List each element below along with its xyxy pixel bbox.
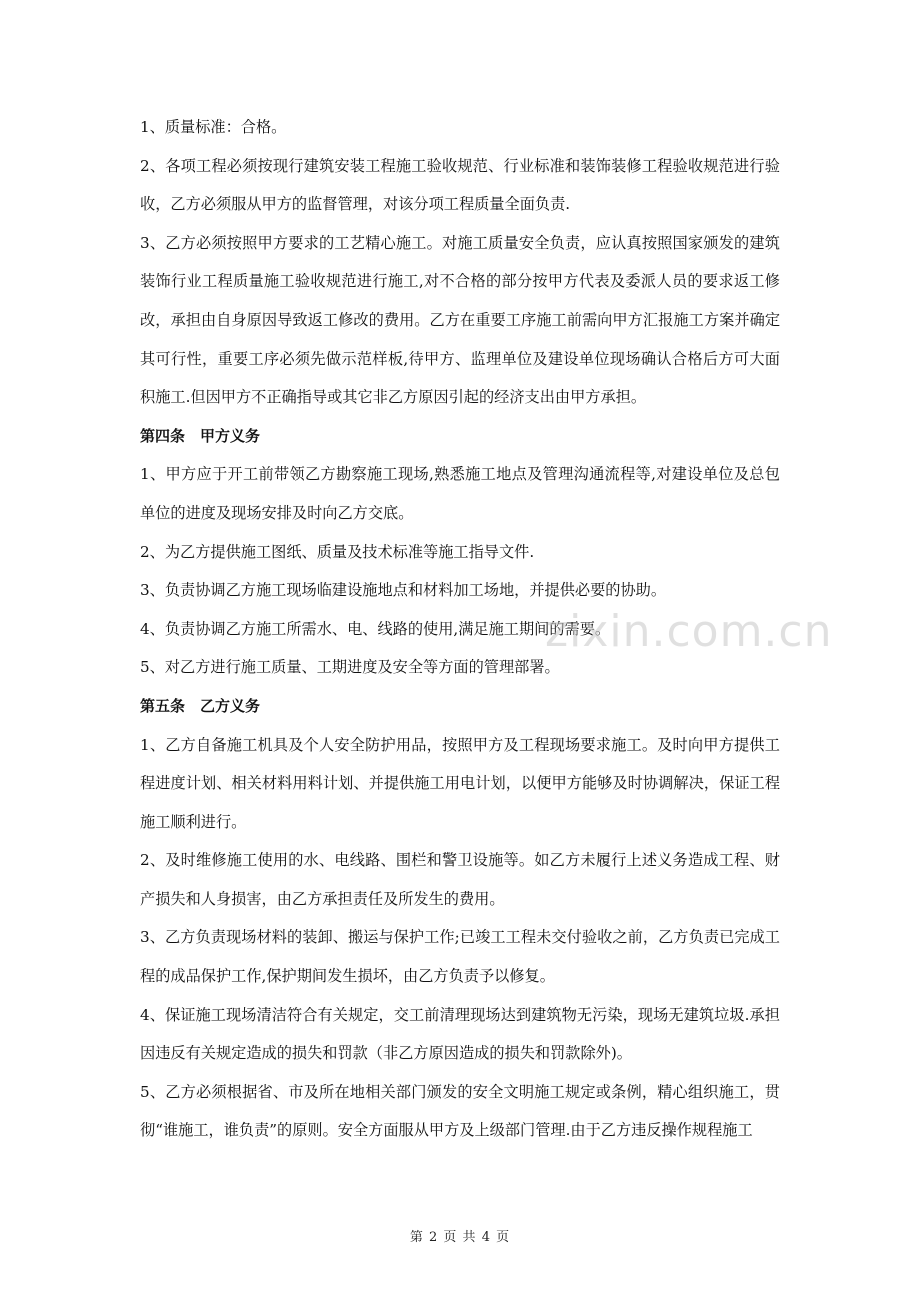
clause-paragraph: 3、乙方负责现场材料的装卸、搬运与保护工作;已竣工工程未交付验收之前，乙方负责已完成工程的成品保护工作,保护期间发生损坏，由乙方负责予以修复。: [140, 928, 780, 986]
clause-paragraph: 2、为乙方提供施工图纸、质量及技术标准等施工指导文件.: [140, 542, 535, 561]
document-body: [140, 108, 780, 1150]
clause-paragraph: 5、对乙方进行施工质量、工期进度及安全等方面的管理部署。: [140, 658, 560, 677]
clause-paragraph: 1、乙方自备施工机具及个人安全防护用品，按照甲方及工程现场要求施工。及时向甲方提供工程进度计划、相关材料用料计划、并提供施工用电计划，以便甲方能够及时协调解决，保证工程施工顺利进行。: [140, 735, 780, 831]
section-heading: 第四条 甲方义务: [140, 426, 261, 445]
section-heading: 第五条 乙方义务: [140, 696, 261, 715]
clause-paragraph: 4、保证施工现场清洁符合有关规定，交工前清理现场达到建筑物无污染，现场无建筑垃圾.承担因违反有关规定造成的损失和罚款（非乙方原因造成的损失和罚款除外)。: [140, 1005, 780, 1063]
watermark: zixin.com.cn: [545, 606, 833, 657]
page-number-footer: 第 2 页 共 4 页: [409, 1230, 511, 1245]
clause-paragraph: 2、各项工程必须按现行建筑安装工程施工验收规范、行业标准和装饰装修工程验收规范进行验收，乙方必须服从甲方的监督管理，对该分项工程质量全面负责.: [140, 156, 780, 214]
clause-paragraph: 2、及时维修施工使用的水、电线路、围栏和警卫设施等。如乙方未履行上述义务造成工程、财产损失和人身损害，由乙方承担责任及所发生的费用。: [140, 851, 780, 908]
clause-paragraph: 3、乙方必须按照甲方要求的工艺精心施工。对施工质量安全负责，应认真按照国家颁发的建筑装饰行业工程质量施工验收规范进行施工,对不合格的部分按甲方代表及委派人员的要求返工修改，承担由自身原因导致返工修改的费用。乙方在重要工序施工前需向甲方汇报施工方案并确定其可行性，重要工序必须先做示范样板,待甲方、监理单位及建设单位现场确认合格后方可大面积施工.但因甲方不正确指导或其它非乙方原因引起的经济支出由甲方承担。: [140, 233, 780, 407]
clause-paragraph: 3、负责协调乙方施工现场临建设施地点和材料加工场地，并提供必要的协助。: [140, 581, 667, 600]
clause-paragraph: 1、甲方应于开工前带领乙方勘察施工现场,熟悉施工地点及管理沟通流程等,对建设单位及总包单位的进度及现场安排及时向乙方交底。: [140, 465, 780, 522]
clause-paragraph: 5、乙方必须根据省、市及所在地相关部门颁发的安全文明施工规定或条例，精心组织施工，贯彻“谁施工，谁负责”的原则。安全方面服从甲方及上级部门管理.由于乙方违反操作规程施工: [140, 1082, 780, 1140]
clause-paragraph: 4、负责协调乙方施工所需水、电、线路的使用,满足施工期间的需要。: [140, 619, 611, 638]
clause-paragraph: 1、质量标准：合格。: [140, 118, 287, 136]
